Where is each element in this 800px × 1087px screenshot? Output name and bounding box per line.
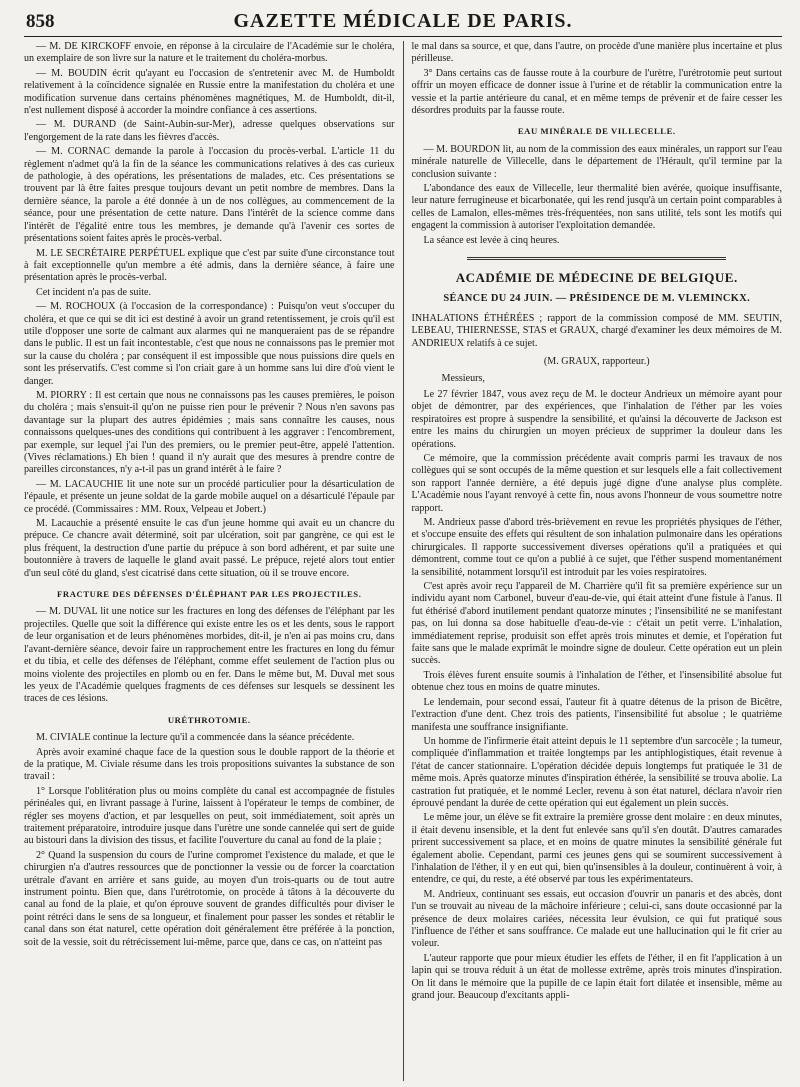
- list-item: 3° Dans certains cas de fausse route à la courbure de l'urètre, l'urétrotomie peut surtout offrir un moyen efficace de donner issue à l'urine et de rétablir la communication entre la vessie et la partie antérieure du canal, et en même temps de prévenir et de faire cesser les désordres produits par la fausse route.: [411, 67, 782, 117]
- paragraph: M. CIVIALE continue la lecture qu'il a commencée dans la séance précédente.: [36, 732, 355, 744]
- journal-title: GAZETTE MÉDICALE DE PARIS.: [233, 10, 573, 32]
- paragraph: C'est après avoir reçu l'appareil de M. Charrière qu'il fit sa première expérience sur un individu ayant nom Carbonel, buveur d'eau-de-vie, qui était atteint d'une fistule à l'anus. Il fut éthérisé d'abord inutilement pendant quatorze minutes ; l'insensibilité ne se manifestant pas, on lui donna sa dose habituelle d'eau-de-vie : c'était un petit verre. L'inhalation, immédiatement reprise, produisit son effet après trois minutes et demie, et l'opération fut faite sans que le malade exprimât le moindre signe de douleur. Cette opération eut un plein succès.: [411, 581, 782, 667]
- paragraph: Un homme de l'infirmerie était atteint depuis le 11 septembre d'un sarcocèle ; la tumeur, compliquée d'inflammation et traitée longtemps par les antiphlogistiques, était revenue à l'état de cancer stationnaire. L'opération décidée depuis longtemps fut pratiquée le 31 de même mois. Après quatorze minutes d'inspiration éthérée, la sensibilité se trouva abolie. La castration fut pratiquée, et le nommé Lecler, revenu à son état naturel, déclara n'avoir rien éprouvé pendant la durée de cette opération qui eut également un plein succès.: [411, 735, 782, 809]
- paragraph: Après avoir examiné chaque face de la question sous le double rapport de la théorie et de la pratique, M. Civiale résume dans les trois propositions suivantes la substance de son travail :: [24, 746, 395, 783]
- section-title-urethrotomie: URÉTHROTOMIE.: [167, 714, 251, 725]
- columns: [24, 41, 782, 1081]
- paragraph: — M. DURAND (de Saint-Aubin-sur-Mer), adresse quelques observations sur l'engorgement de la rate dans les fièvres d'accès.: [24, 119, 395, 143]
- section-divider: [467, 257, 726, 260]
- paragraph: — M. ROCHOUX (à l'occasion de la correspondance) : Puisqu'on veut s'occuper du choléra, et que ce qui se dit ici est destiné à avoir un grand retentissement, je crois qu'il est utile d'opposer une sorte de calmant aux alarmes qui ne manqueraient pas de se répandre dans le public. Il est un fait incontestable, c'est que nous ne connaissons pas le premier mot sur la cause du choléra ; par conséquent il est impossible que nous puissions dire quels en sont les préservatifs. C'est comme si l'on criait gare à un homme sans lui dire d'où vient le danger.: [24, 301, 395, 387]
- paragraph: le mal dans sa source, et que, dans l'autre, on procède d'une manière plus incertaine et plus périlleuse.: [411, 41, 782, 65]
- page-number: 858: [26, 11, 55, 32]
- paragraph: Le lendemain, pour second essai, l'auteur fit à quatre détenus de la prison de Bicêtre, l'extraction d'une dent. Chez trois des patients, l'insensibilité fut absolue ; le quatrième manifesta une souffrance insignifiante.: [411, 696, 782, 733]
- paragraph: M. LE SECRÉTAIRE PERPÉTUEL explique que c'est par suite d'une circonstance tout à fait exceptionnelle qu'un membre a été admis, dans la dernière séance, à faire une présentation après le procès-verbal.: [24, 247, 395, 284]
- left-column: [24, 41, 403, 1081]
- paragraph: M. Andrieux passe d'abord très-brièvement en revue les propriétés physiques de l'éther, et s'occupe ensuite des effets qui résultent de son inhalation pulmonaire dans les opérations chirurgicales. Il rapporte successivement diverses opérations qu'il a pratiquées et qui démontrent, comme tout ce qu'on a publié à ce sujet, que l'éther suspend momentanément la sensibilité, notamment lorsqu'il est introduit par les voies respiratoires.: [411, 517, 782, 578]
- paragraph: Le 27 février 1847, vous avez reçu de M. le docteur Andrieux un mémoire ayant pour objet de démontrer, par des expériences, que l'inhalation de l'éther par les voies respiratoires est propre à suspendre la sensibilité, et qu'ainsi la découverte de Jackson est entre les mains du chirurgien un moyen précieux de supprimer la douleur dans les opérations.: [411, 388, 782, 450]
- paragraph: — M. DUVAL lit une notice sur les fractures en long des défenses de l'éléphant par les projectiles. Quelle que soit la différence qui existe entre les os et les dents, sous le rapport de leur organisation et de leurs phénomènes morbides, dit-il, je n'en ai pas moins cru, dans l'avant-dernière séance, devoir faire un rapprochement entre les fractures en long du fémur et du tibia, et celle des défenses de l'éléphant, comme effet seulement de l'action plus ou moins violente des projectiles en plomb ou en fer. Dans le même but, M. Duval met sous les yeux de l'Académie quelques fragments de ces défenses sur lesquels se dessinent les traces de ces lésions.: [24, 606, 395, 705]
- paragraph: L'abondance des eaux de Villecelle, leur thermalité bien avérée, quoique insuffisante, leur nature ferrugineuse et bicarbonatée, qui les rend jusqu'à un certain point comparables à celles de Lamalon, elles-mêmes très-fréquentées, non sans utilité, tels sont les motifs qui engagent la commission à autoriser l'exploitation demandée.: [411, 183, 782, 232]
- list-item: 1° Lorsque l'oblitération plus ou moins complète du canal est accompagnée de fistules périnéales qui, en livrant passage à l'urine, laissent à l'opérateur le temps de combiner, de régler ses moyens d'action, et par lesquelles on peut, soit immédiatement, soit après un traitement préparatoire, introduire jusque dans l'urètre une sonde cannelée qui sert de guide au bistouri dans la division des tissus, et facilite l'ouverture du canal au fond de la plaie ;: [24, 785, 395, 847]
- salutation: Messieurs,: [441, 372, 485, 384]
- right-column: [403, 41, 783, 1081]
- paragraph: Cet incident n'a pas de suite.: [36, 286, 152, 298]
- inhalations-intro: INHALATIONS ÉTHÉRÉES ; rapport de la commission composé de MM. SEUTIN, LEBEAU, THIERNESSE, STAS et GRAUX, chargé d'examiner les deux mémoires de M. ANDRIEUX relatifs à ce sujet.: [411, 312, 782, 349]
- list-item: 2° Quand la suspension du cours de l'urine compromet l'existence du malade, et que le chirurgien n'a d'autres ressources que de ponctionner la vessie ou de forcer la coarctation urétrale d'avant en arrière et sans guide, au moyen d'un trois-quarts ou de tout autre instrument pointu. Bien que, dans l'urétrotomie, on procède à tâtons à la découverte du canal au fond de la plaie, et qu'on éprouve souvent de grandes difficultés pour diviser le point rétréci dans le sens de sa longueur, et finalement pour passer les sondes et rétablir le canal dans son état naturel, cette opération doit généralement être préférée à la ponction, soit de la vessie, soit du rétrécissement lui-même, parce que, dans ce cas, on n'atteint pas: [24, 849, 395, 948]
- paragraph: — M. LACAUCHIE lit une note sur un procédé particulier pour la désarticulation de l'épaule, et présente un jeune soldat de la garde mobile auquel on a désarticulé l'épaule par ce procédé. (Commissaires : MM. Roux, Velpeau et Jobert.): [24, 478, 395, 515]
- academy-title: ACADÉMIE DE MÉDECINE DE BELGIQUE.: [455, 270, 738, 286]
- paragraph: M. Lacauchie a présenté ensuite le cas d'un jeune homme qui avait eu un chancre du prépuce. Ce chancre avait déterminé, soit par ulcération, soit par gangrène, ce qui est le plus fréquent, la destruction d'une partie du prépuce à son bord adhérent, et par suite une boutonnière à travers de laquelle le gland avait passé. Le prépuce, rejeté alors tout entier d'un seul côté du gland, s'est cicatrisé dans cette situation, où il se trouve encore.: [24, 518, 395, 579]
- paragraph: — M. DE KIRCKOFF envoie, en réponse à la circulaire de l'Académie sur le choléra, un exemplaire de son livre sur la nature et le traitement du choléra-morbus.: [24, 41, 395, 65]
- paragraph: — M. CORNAC demande la parole à l'occasion du procès-verbal. L'article 11 du règlement n'admet qu'à la fin de la séance les communications relatives à des cas curieux de pathologie, à des opérations, les présentations de malades, etc. Ces présentations se trouvent par là être faites presque toujours devant un petit nombre de membres. Dans la dernière séance, la parole a été donnée à un de nos collègues, au commencement de la séance, pour une présentation de cette nature. Dans l'intérêt de la science comme dans l'intérêt de l'égalité entre tous les membres, je demande qu'à l'avenir ces sortes de présentations soient faites après le procès-verbal.: [24, 146, 395, 245]
- paragraph: Ce mémoire, que la commission précédente avait compris parmi les travaux de nos collègues qui se sont occupés de la même question et sur lesquels elle a fait collectivement son rapport l'année dernière, a été depuis jugé digne d'une analyse plus complète. L'Académie nous l'ayant renvoyé à cette fin, nous avons l'honneur de vous soumettre notre rapport.: [411, 452, 782, 514]
- paragraph: M. PIORRY : Il est certain que nous ne connaissons pas les causes premières, le poison du choléra ; mais s'ensuit-il qu'on ne puisse rien pour le prévenir ? Nous n'en savons pas davantage sur la plupart des autres épidémies ; mais sans connaître les causes, nous connaissons quelques-unes des conditions qui contribuent à les aggraver : l'encombrement, par exemple, sur lequel j'ai l'un des premiers, ou le premier peut-être, appelé l'attention. (Vives réclamations.) Eh bien ! quand il n'y aurait que des mesures à prendre contre de pareilles circonstances, n'y a-t-il pas un grand intérêt à le faire ?: [24, 389, 395, 476]
- rapporteur: (M. GRAUX, rapporteur.): [543, 356, 650, 368]
- paragraph: — M. BOUDIN écrit qu'ayant eu l'occasion de s'entretenir avec M. de Humboldt relativement à la coïncidence signalée en Russie entre la manifestation du choléra et une modification survenue dans certains phénomènes magnétiques, M. de Humboldt, dit-il, n'est nullement disposé à accorder la moindre confiance à ces assertions.: [24, 67, 395, 117]
- paragraph: Trois élèves furent ensuite soumis à l'inhalation de l'éther, et l'insensibilité absolue fut obtenue chez tous en moins de quatre minutes.: [411, 669, 782, 694]
- paragraph: — M. BOURDON lit, au nom de la commission des eaux minérales, un rapport sur l'eau minérale naturelle de Villecelle, dans le département de l'Hérault, qu'il termine par la conclusion suivante :: [411, 143, 782, 180]
- section-title-fracture: FRACTURE DES DÉFENSES D'ÉLÉPHANT PAR LES PROJECTILES.: [57, 589, 362, 600]
- masthead: [24, 6, 782, 37]
- paragraph: L'auteur rapporte que pour mieux étudier les effets de l'éther, il en fit l'application à un lapin qui se trouva réduit à un état de mollesse extrême, après trois minutes d'inspiration. On lit dans le mémoire que la pupille de ce lapin était fort dilatée et insensible, même au grand jour. Beaucoup d'excitants appli-: [411, 952, 782, 1002]
- paragraph: La séance est levée à cinq heures.: [423, 234, 560, 246]
- section-title-eau-minerale: EAU MINÉRALE DE VILLECELLE.: [517, 126, 676, 137]
- seance-title: SÉANCE DU 24 JUIN. — PRÉSIDENCE DE M. VLEMINCKX.: [443, 292, 751, 304]
- paragraph: Le même jour, un élève se fit extraire la première grosse dent molaire : en deux minutes, il était devenu insensible, et la dent fut enlevée sans qu'il s'en doutât. D'autres camarades prirent successivement sa place, et en moins de quatre minutes la sensibilité générale fut également abolie. Cependant, parmi ces jeunes gens qui se soumirent successivement à l'inhalation de l'éther, il y en eut qui, bien qu'insensibles à la douleur, continuèrent à voir, à entendre, ce qui, du reste, a été observé par tous les expérimentateurs.: [411, 812, 782, 886]
- paragraph: M. Andrieux, continuant ses essais, eut occasion d'ouvrir un panaris et des abcès, dont l'un se trouvait au niveau de la mâchoire inférieure ; celui-ci, sans doute occasionné par la présence de deux molaires cariées, nécessita leur évulsion, ce qui fut pratiqué sous l'influence de l'éther et sans souffrance. Ce malade eut une hallucination qui le fit crier au voleur.: [411, 888, 782, 950]
